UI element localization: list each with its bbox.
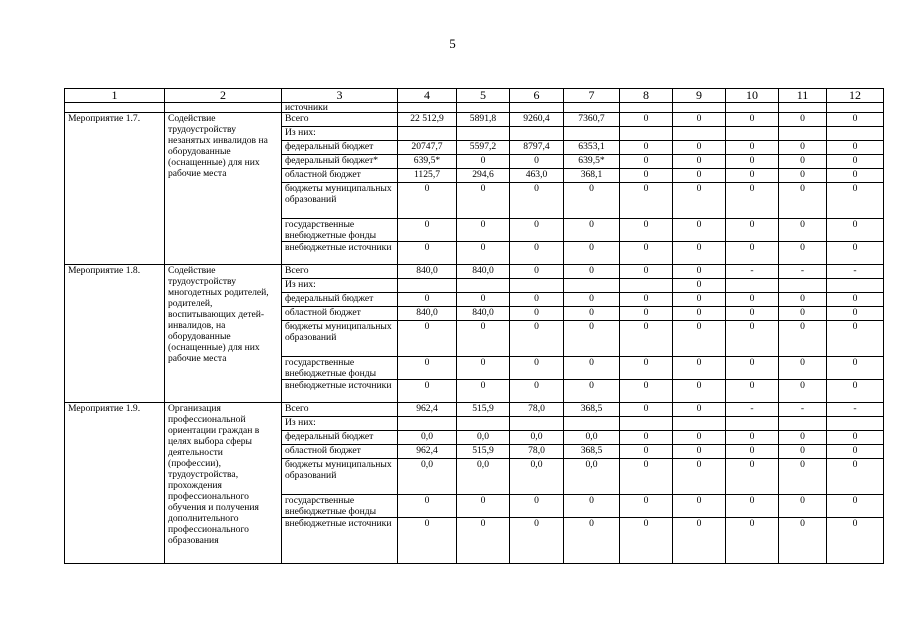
value-cell: 0 (827, 113, 884, 127)
value-cell: 5891,8 (457, 113, 510, 127)
value-cell: 0,0 (457, 459, 510, 495)
table-body (65, 103, 884, 564)
value-cell (398, 279, 457, 293)
value-cell: 0,0 (510, 431, 564, 445)
value-cell: 0 (726, 141, 779, 155)
page-number: 5 (449, 36, 456, 51)
value-cell: 5597,2 (457, 141, 510, 155)
value-cell: 0 (564, 265, 620, 279)
funding-source: Из них: (282, 417, 398, 431)
value-cell (620, 279, 673, 293)
value-cell: 0 (620, 293, 673, 307)
funding-source: Из них: (282, 127, 398, 141)
value-cell: 0 (620, 242, 673, 265)
funding-source: областной бюджет (282, 445, 398, 459)
value-cell: 840,0 (457, 265, 510, 279)
value-cell: 0 (398, 321, 457, 357)
value-cell: 78,0 (510, 403, 564, 417)
value-cell: 0 (827, 155, 884, 169)
value-cell: 0 (673, 169, 726, 183)
value-cell (779, 417, 827, 431)
value-cell: 0 (457, 495, 510, 518)
value-cell: 294,6 (457, 169, 510, 183)
value-cell: 0 (673, 293, 726, 307)
value-cell: 0 (827, 183, 884, 219)
value-cell (564, 417, 620, 431)
value-cell: 0 (673, 495, 726, 518)
value-cell: 0 (827, 141, 884, 155)
measure-id: Мероприятие 1.8. (65, 265, 165, 403)
value-cell: 639,5* (398, 155, 457, 169)
value-cell: 0 (779, 518, 827, 564)
value-cell: 0 (673, 155, 726, 169)
value-cell: 0 (726, 113, 779, 127)
funding-source: федеральный бюджет (282, 293, 398, 307)
funding-source: Всего (282, 403, 398, 417)
header-cell: 11 (779, 89, 827, 103)
funding-source: бюджеты муниципальных образований (282, 183, 398, 219)
value-cell: 0 (564, 380, 620, 403)
value-cell: 0 (457, 357, 510, 380)
value-cell: 515,9 (457, 445, 510, 459)
value-cell: 0 (779, 431, 827, 445)
value-cell: 0 (457, 518, 510, 564)
header-cell: 10 (726, 89, 779, 103)
value-cell: 0 (673, 219, 726, 242)
value-cell: 0 (510, 307, 564, 321)
value-cell: - (827, 265, 884, 279)
value-cell: 0 (510, 183, 564, 219)
value-cell: 0 (398, 357, 457, 380)
value-cell: 0 (620, 403, 673, 417)
value-cell: 0 (673, 431, 726, 445)
value-cell: 0,0 (510, 459, 564, 495)
value-cell: 0 (564, 495, 620, 518)
continuation-label: источники (282, 103, 398, 113)
value-cell (510, 127, 564, 141)
value-cell: 0 (673, 321, 726, 357)
value-cell: 0 (673, 183, 726, 219)
value-cell: - (779, 403, 827, 417)
budget-table (64, 88, 884, 564)
value-cell: 7360,7 (564, 113, 620, 127)
value-cell: 6353,1 (564, 141, 620, 155)
value-cell: 0 (827, 357, 884, 380)
value-cell: 0 (564, 518, 620, 564)
continuation-row (65, 103, 884, 113)
value-cell: 0 (779, 155, 827, 169)
value-cell: 0 (457, 321, 510, 357)
header-cell: 5 (457, 89, 510, 103)
value-cell: 0,0 (398, 459, 457, 495)
header-cell: 8 (620, 89, 673, 103)
value-cell: 0 (726, 293, 779, 307)
header-cell: 6 (510, 89, 564, 103)
value-cell (673, 127, 726, 141)
value-cell: 0 (564, 293, 620, 307)
value-cell: 0 (827, 380, 884, 403)
funding-source: областной бюджет (282, 307, 398, 321)
value-cell: 0 (510, 242, 564, 265)
value-cell: 0 (510, 380, 564, 403)
value-cell: 0 (726, 321, 779, 357)
table-row (65, 113, 884, 127)
value-cell: 368,5 (564, 445, 620, 459)
value-cell: 0 (827, 293, 884, 307)
value-cell: 0 (779, 459, 827, 495)
value-cell: 0 (620, 265, 673, 279)
value-cell: 639,5* (564, 155, 620, 169)
value-cell: 0 (620, 459, 673, 495)
value-cell (620, 417, 673, 431)
value-cell: 0 (620, 155, 673, 169)
value-cell: 0 (673, 518, 726, 564)
funding-source: бюджеты муниципальных образований (282, 459, 398, 495)
value-cell: 0 (779, 183, 827, 219)
funding-source: государственные внебюджетные фонды (282, 495, 398, 518)
value-cell: 0 (620, 495, 673, 518)
funding-source: Всего (282, 265, 398, 279)
value-cell: 22 512,9 (398, 113, 457, 127)
value-cell: 0 (620, 321, 673, 357)
value-cell (779, 279, 827, 293)
value-cell: 0 (457, 293, 510, 307)
value-cell: 0 (673, 380, 726, 403)
value-cell: 0 (827, 459, 884, 495)
funding-source: Из них: (282, 279, 398, 293)
value-cell (827, 127, 884, 141)
value-cell: 0 (510, 321, 564, 357)
value-cell (457, 279, 510, 293)
value-cell: 0 (457, 155, 510, 169)
value-cell: 0 (726, 431, 779, 445)
value-cell: 0 (673, 141, 726, 155)
value-cell: 20747,7 (398, 141, 457, 155)
value-cell: 0,0 (398, 431, 457, 445)
value-cell: 0 (726, 518, 779, 564)
value-cell: 0 (620, 141, 673, 155)
value-cell: 9260,4 (510, 113, 564, 127)
value-cell (827, 279, 884, 293)
value-cell: 0 (620, 380, 673, 403)
funding-source: федеральный бюджет (282, 141, 398, 155)
value-cell (398, 127, 457, 141)
value-cell: 0 (620, 183, 673, 219)
funding-source: Всего (282, 113, 398, 127)
value-cell: 0 (779, 307, 827, 321)
funding-source: федеральный бюджет* (282, 155, 398, 169)
value-cell: 0 (779, 357, 827, 380)
value-cell: 0 (564, 242, 620, 265)
value-cell: 0 (827, 445, 884, 459)
measure-id: Мероприятие 1.7. (65, 113, 165, 265)
value-cell: 0 (726, 380, 779, 403)
header-cell: 9 (673, 89, 726, 103)
value-cell: 0 (620, 445, 673, 459)
value-cell: 0 (726, 155, 779, 169)
value-cell: - (779, 265, 827, 279)
value-cell: 0 (779, 219, 827, 242)
value-cell: 0 (779, 495, 827, 518)
value-cell (726, 127, 779, 141)
value-cell (510, 279, 564, 293)
table-row (65, 265, 884, 279)
value-cell: 840,0 (398, 265, 457, 279)
value-cell: 0 (620, 169, 673, 183)
value-cell: 840,0 (457, 307, 510, 321)
value-cell: 0 (673, 357, 726, 380)
value-cell: 0 (620, 431, 673, 445)
value-cell: 0 (827, 518, 884, 564)
value-cell: 368,1 (564, 169, 620, 183)
value-cell: 0 (726, 357, 779, 380)
value-cell: 0 (779, 380, 827, 403)
funding-source: внебюджетные источники (282, 380, 398, 403)
value-cell: 0 (827, 307, 884, 321)
value-cell: 0 (827, 431, 884, 445)
value-cell: 0 (827, 321, 884, 357)
value-cell: 0 (457, 183, 510, 219)
value-cell: - (726, 403, 779, 417)
value-cell: 0 (673, 445, 726, 459)
value-cell: 0 (564, 183, 620, 219)
funding-source: внебюджетные источники (282, 242, 398, 265)
value-cell: 0 (726, 307, 779, 321)
value-cell: 0 (673, 242, 726, 265)
value-cell: 840,0 (398, 307, 457, 321)
measure-description: Содействие трудоустройству незанятых инвалидов на оборудованные (оснащенные) для них рабочие места (165, 113, 282, 265)
value-cell: 0 (726, 169, 779, 183)
value-cell: 0 (726, 242, 779, 265)
measure-id: Мероприятие 1.9. (65, 403, 165, 564)
value-cell: 0 (457, 242, 510, 265)
value-cell (457, 127, 510, 141)
value-cell: 0 (779, 242, 827, 265)
value-cell: 0 (398, 518, 457, 564)
value-cell: 0 (398, 380, 457, 403)
value-cell (620, 127, 673, 141)
value-cell: 0 (779, 169, 827, 183)
value-cell: 0 (510, 219, 564, 242)
header-cell: 2 (165, 89, 282, 103)
value-cell: 0 (620, 113, 673, 127)
value-cell: 0 (564, 307, 620, 321)
value-cell: 0 (726, 219, 779, 242)
value-cell: 368,5 (564, 403, 620, 417)
value-cell: 0 (398, 242, 457, 265)
value-cell (726, 279, 779, 293)
value-cell: 0 (673, 403, 726, 417)
value-cell: 0 (726, 459, 779, 495)
value-cell (398, 417, 457, 431)
value-cell: 0 (779, 445, 827, 459)
value-cell: 962,4 (398, 403, 457, 417)
funding-source: бюджеты муниципальных образований (282, 321, 398, 357)
header-cell: 4 (398, 89, 457, 103)
value-cell: 0 (457, 219, 510, 242)
value-cell: 0 (510, 265, 564, 279)
value-cell: 0 (510, 357, 564, 380)
value-cell: 962,4 (398, 445, 457, 459)
value-cell: 0 (673, 113, 726, 127)
value-cell: 515,9 (457, 403, 510, 417)
value-cell: 0 (673, 307, 726, 321)
value-cell: 463,0 (510, 169, 564, 183)
value-cell: 0 (564, 321, 620, 357)
value-cell (779, 127, 827, 141)
funding-source: государственные внебюджетные фонды (282, 357, 398, 380)
value-cell (673, 417, 726, 431)
funding-source: внебюджетные источники (282, 518, 398, 564)
table-row (65, 403, 884, 417)
header-cell: 7 (564, 89, 620, 103)
value-cell: 0 (564, 219, 620, 242)
value-cell: 0 (827, 169, 884, 183)
value-cell (457, 417, 510, 431)
value-cell: 1125,7 (398, 169, 457, 183)
value-cell: 0 (398, 183, 457, 219)
value-cell: 0 (510, 495, 564, 518)
value-cell: 0 (673, 459, 726, 495)
value-cell: 0 (726, 495, 779, 518)
value-cell: 0 (457, 380, 510, 403)
value-cell (726, 417, 779, 431)
value-cell: 0 (827, 219, 884, 242)
value-cell: 78,0 (510, 445, 564, 459)
value-cell: 0 (827, 495, 884, 518)
value-cell: 0 (620, 219, 673, 242)
value-cell: 0 (620, 518, 673, 564)
value-cell: 0 (779, 141, 827, 155)
value-cell: 0 (673, 279, 726, 293)
value-cell: - (726, 265, 779, 279)
value-cell: 0 (779, 113, 827, 127)
value-cell: 0 (779, 321, 827, 357)
value-cell: 0 (398, 219, 457, 242)
header-cell: 3 (282, 89, 398, 103)
header-cell: 1 (65, 89, 165, 103)
value-cell: 0 (620, 307, 673, 321)
value-cell: 0 (726, 183, 779, 219)
value-cell: 0 (726, 445, 779, 459)
value-cell: 8797,4 (510, 141, 564, 155)
value-cell (827, 417, 884, 431)
value-cell: 0 (620, 357, 673, 380)
value-cell: - (827, 403, 884, 417)
value-cell: 0,0 (564, 431, 620, 445)
value-cell: 0 (779, 293, 827, 307)
value-cell: 0,0 (564, 459, 620, 495)
value-cell: 0,0 (457, 431, 510, 445)
funding-source: федеральный бюджет (282, 431, 398, 445)
value-cell (564, 127, 620, 141)
value-cell: 0 (564, 357, 620, 380)
header-row (65, 89, 884, 103)
measure-description: Содействие трудоустройству многодетных родителей, родителей, воспитывающих детей-инвалидов, на оборудованные (оснащенные) для них рабочие места (165, 265, 282, 403)
value-cell: 0 (398, 495, 457, 518)
value-cell (564, 279, 620, 293)
value-cell: 0 (673, 265, 726, 279)
value-cell (510, 417, 564, 431)
header-cell: 12 (827, 89, 884, 103)
value-cell: 0 (510, 155, 564, 169)
value-cell: 0 (398, 293, 457, 307)
value-cell: 0 (510, 518, 564, 564)
funding-source: областной бюджет (282, 169, 398, 183)
value-cell: 0 (510, 293, 564, 307)
funding-source: государственные внебюджетные фонды (282, 219, 398, 242)
measure-description: Организация профессиональной ориентации граждан в целях выбора сферы деятельности (профессии), трудоустройства, прохождения профессионального обучения и получения дополнительного профессионального образования (165, 403, 282, 564)
value-cell: 0 (827, 242, 884, 265)
